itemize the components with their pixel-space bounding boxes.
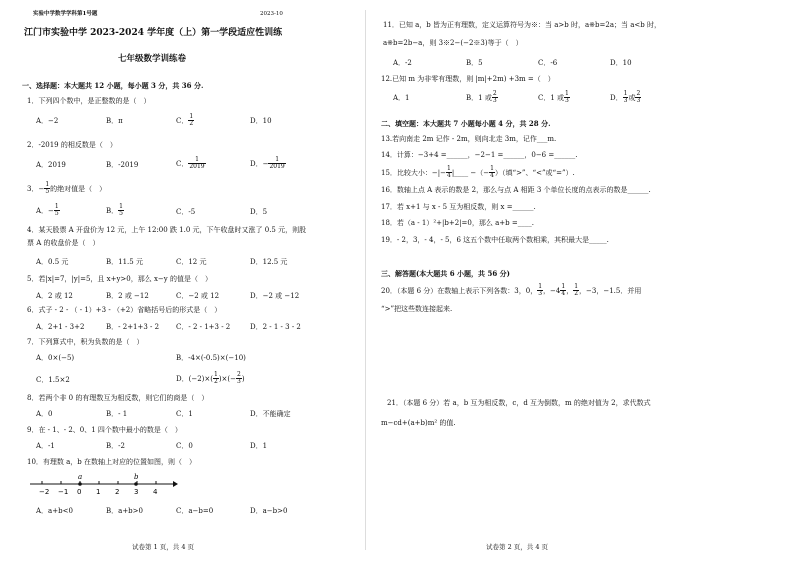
q14: 14．计算：−3+4 =______，−2−1 =______，0−6 =______.: [381, 151, 578, 159]
q20-line1: 20．（本题 6 分）在数轴上表示下列各数：3，0， $\frac{1}{3}$ ，−4 $\frac{1}{4}$ ， $\frac{1}{2}$ ，−3，−1.5．并用: [381, 283, 642, 298]
q12-stem: 12.已知 m 为非零有理数，则 |m|+2m) +3m =（ ）: [381, 75, 555, 83]
q3-option-b: B． $\frac{1}{5}$: [106, 203, 123, 218]
q3-stem: 3．− $\frac{1}{5}$ 的绝对值是（ ）: [27, 181, 107, 196]
number-line-tick-label: 3: [134, 488, 139, 496]
number-line-arrow: [173, 481, 178, 487]
q7-stem: 7．下列算式中，积为负数的是（ ）: [27, 338, 144, 346]
q19: 19．- 2，3，- 4，- 5，6 这五个数中任取两个数相乘，其积最大是_____.: [381, 236, 609, 244]
q21-line2: m−cd+(a+b)m² 的值.: [381, 419, 456, 427]
q9-option-a: A．-1: [36, 442, 55, 450]
q1-option-a: A．−2: [36, 117, 59, 125]
q12-option-d: D． $\frac{1}{3}$ 或 $\frac{2}{3}$: [610, 90, 641, 105]
q12-option-b: B．1 或 $\frac{2}{3}$: [466, 90, 497, 105]
point-b-label: b: [134, 473, 139, 481]
q8-option-a: A．0: [36, 410, 53, 418]
point-a-dot: [78, 482, 82, 486]
q7-option-d: D．(−2)×( $\frac{1}{2}$ )×(− $\frac{2}{3}$ ): [176, 371, 245, 386]
q2-stem: 2．-2019 的相反数是（ ）: [27, 141, 117, 149]
school-line: 实验中学数学学科第1号题: [33, 11, 98, 17]
q1-option-c: C． $\frac{1}{2}$: [176, 113, 194, 128]
q15: 15．比较大小：−|− $\frac{1}{4}$ |____ −（− $\frac{1}{4}$ ）（填“>”、“<”或“=”）.: [381, 165, 575, 180]
q1-stem: 1．下列四个数中，是正整数的是（ ）: [27, 97, 151, 105]
footer-left: 试卷第 1 页，共 4 页: [132, 543, 195, 551]
q18: 18．若（a - 1）²+|b+2|=0，那么 a+b =____.: [381, 219, 534, 227]
q5-option-d: D．−2 或 −12: [250, 292, 300, 300]
q5-stem: 5．若|x|=7，|y|=5，且 x+y>0，那么 x−y 的值是（ ）: [27, 275, 212, 283]
q10-option-a: A．a+b<0: [36, 507, 73, 515]
q9-option-b: B．-2: [106, 442, 125, 450]
q6-option-b: B．- 2+1+3 - 2: [106, 323, 160, 331]
q11-option-a: A．-2: [393, 59, 412, 67]
q8-option-d: D．不能确定: [250, 410, 291, 418]
q6-option-c: C．- 2 - 1+3 - 2: [176, 323, 231, 331]
q7-option-a: A．0×(−5): [36, 354, 75, 362]
q11-stem-line2: a※b=2b−a，则 3※2−(−2※3)等于（ ）: [383, 39, 523, 47]
q6-option-a: A．2+1 - 3+2: [36, 323, 85, 331]
number-line-tick-label: −2: [39, 488, 50, 496]
q16: 16．数轴上点 A 表示的数是 2，那么与点 A 相距 3 个单位长度的点表示的数是______.: [381, 186, 651, 194]
q2-option-c: C． $\frac{1}{2019}$: [176, 156, 205, 171]
q2-option-b: B．-2019: [106, 161, 139, 169]
q12-option-c: C．1 或 $\frac{1}{3}$: [538, 90, 569, 105]
section2-heading: 二、填空题：本大题共 7 小题每小题 4 分，共 28 分.: [381, 119, 551, 128]
q11-stem-line1: 11．已知 a，b 皆为正有理数，定义运算符号为※：当 a>b 时，a※b=2a；当 a<b 时，: [383, 21, 661, 29]
q4-option-c: C．12 元: [176, 258, 207, 266]
q2-option-a: A．2019: [36, 161, 66, 169]
header-date: 2023-10: [260, 11, 283, 17]
footer-right: 试卷第 2 页，共 4 页: [486, 543, 549, 551]
section1-heading: 一、选择题：本大题共 12 小题，每小题 3 分，共 36 分.: [22, 81, 204, 90]
q7-option-c: C．1.5×2: [36, 376, 70, 384]
q3-option-c: C．-5: [176, 208, 196, 216]
q3-option-d: D．5: [250, 208, 268, 216]
q10-option-b: B．a+b>0: [106, 507, 143, 515]
exam-subtitle: 七年级数学训练卷: [118, 54, 187, 64]
q12-option-a: A．1: [393, 94, 410, 102]
number-line-tick-label: 4: [153, 488, 158, 496]
number-line-tick-label: 0: [77, 488, 82, 496]
point-b-dot: [134, 482, 138, 486]
q7-option-b: B．-4×(-0.5)×(−10): [176, 354, 246, 362]
exam-title: 江门市实验中学 2023-2024 学年度（上）第一学段适应性训练: [24, 28, 283, 38]
point-a-label: a: [78, 473, 83, 481]
q8-option-c: C．1: [176, 410, 193, 418]
q10-option-d: D．a−b>0: [250, 507, 288, 515]
number-line-tick-label: 2: [115, 488, 120, 496]
q9-option-d: D．1: [250, 442, 268, 450]
q1-option-b: B．π: [106, 117, 123, 125]
q9-stem: 9．在 - 1、- 2、0、1 四个数中最小的数是（ ）: [27, 426, 182, 434]
q2-option-d: D．− $\frac{1}{2019}$: [250, 156, 285, 171]
q4-option-d: D．12.5 元: [250, 258, 288, 266]
q1-option-d: D．10: [250, 117, 272, 125]
q11-option-d: D．10: [610, 59, 632, 67]
q5-option-b: B．2 或 −12: [106, 292, 149, 300]
q4-option-b: B．11.5 元: [106, 258, 143, 266]
q10-option-c: C．a−b=0: [176, 507, 214, 515]
q11-option-c: C．-6: [538, 59, 558, 67]
number-line-tick-label: −1: [58, 488, 69, 496]
q4-stem-line1: 4．某天股票 A 开盘价为 12 元，上午 12:00 跌 1.0 元，下午收盘时又涨了 0.5 元，则股: [27, 226, 307, 234]
number-line-tick-label: 1: [96, 488, 101, 496]
q10-stem: 10．有理数 a，b 在数轴上对应的位置如图，则（ ）: [27, 458, 197, 466]
q8-option-b: B．- 1: [106, 410, 128, 418]
q9-option-c: C．0: [176, 442, 193, 450]
number-line-ticks: [39, 481, 158, 496]
q5-option-c: C．−2 或 12: [176, 292, 220, 300]
section3-heading: 三、解答题(本大题共 6 小题，共 56 分): [381, 269, 510, 278]
fraction: $\frac{1}{2}$: [189, 113, 194, 128]
q8-stem: 8．若两个非 0 的有理数互为相反数，则它们的商是（ ）: [27, 394, 209, 402]
q20-line2: “>”把这些数连接起来.: [381, 305, 453, 313]
q4-option-a: A．0.5 元: [36, 258, 69, 266]
q11-option-b: B．5: [466, 59, 483, 67]
q5-option-a: A．2 或 12: [36, 292, 73, 300]
q13: 13.若向南走 2m 记作 - 2m，则向北走 3m，记作___m.: [381, 135, 557, 143]
q6-option-d: D．2 - 1 - 3 - 2: [250, 323, 301, 331]
q21-line1: 21．（本题 6 分）若 a，b 互为相反数，c，d 互为倒数，m 的绝对值为 2，求代数式: [387, 399, 651, 407]
q4-stem-line2: 票 A 的收盘价是（ ）: [27, 239, 100, 247]
q17: 17．若 x+1 与 x - 5 互为相反数，则 x =______.: [381, 203, 536, 211]
page-divider: [365, 10, 366, 550]
number-line-figure: [28, 472, 178, 498]
q6-stem: 6．式子 - 2 - （ - 1）+3 - （+2）省略括号后的形式是（ ）: [27, 306, 222, 314]
q3-option-a: A．− $\frac{1}{5}$: [36, 203, 59, 218]
